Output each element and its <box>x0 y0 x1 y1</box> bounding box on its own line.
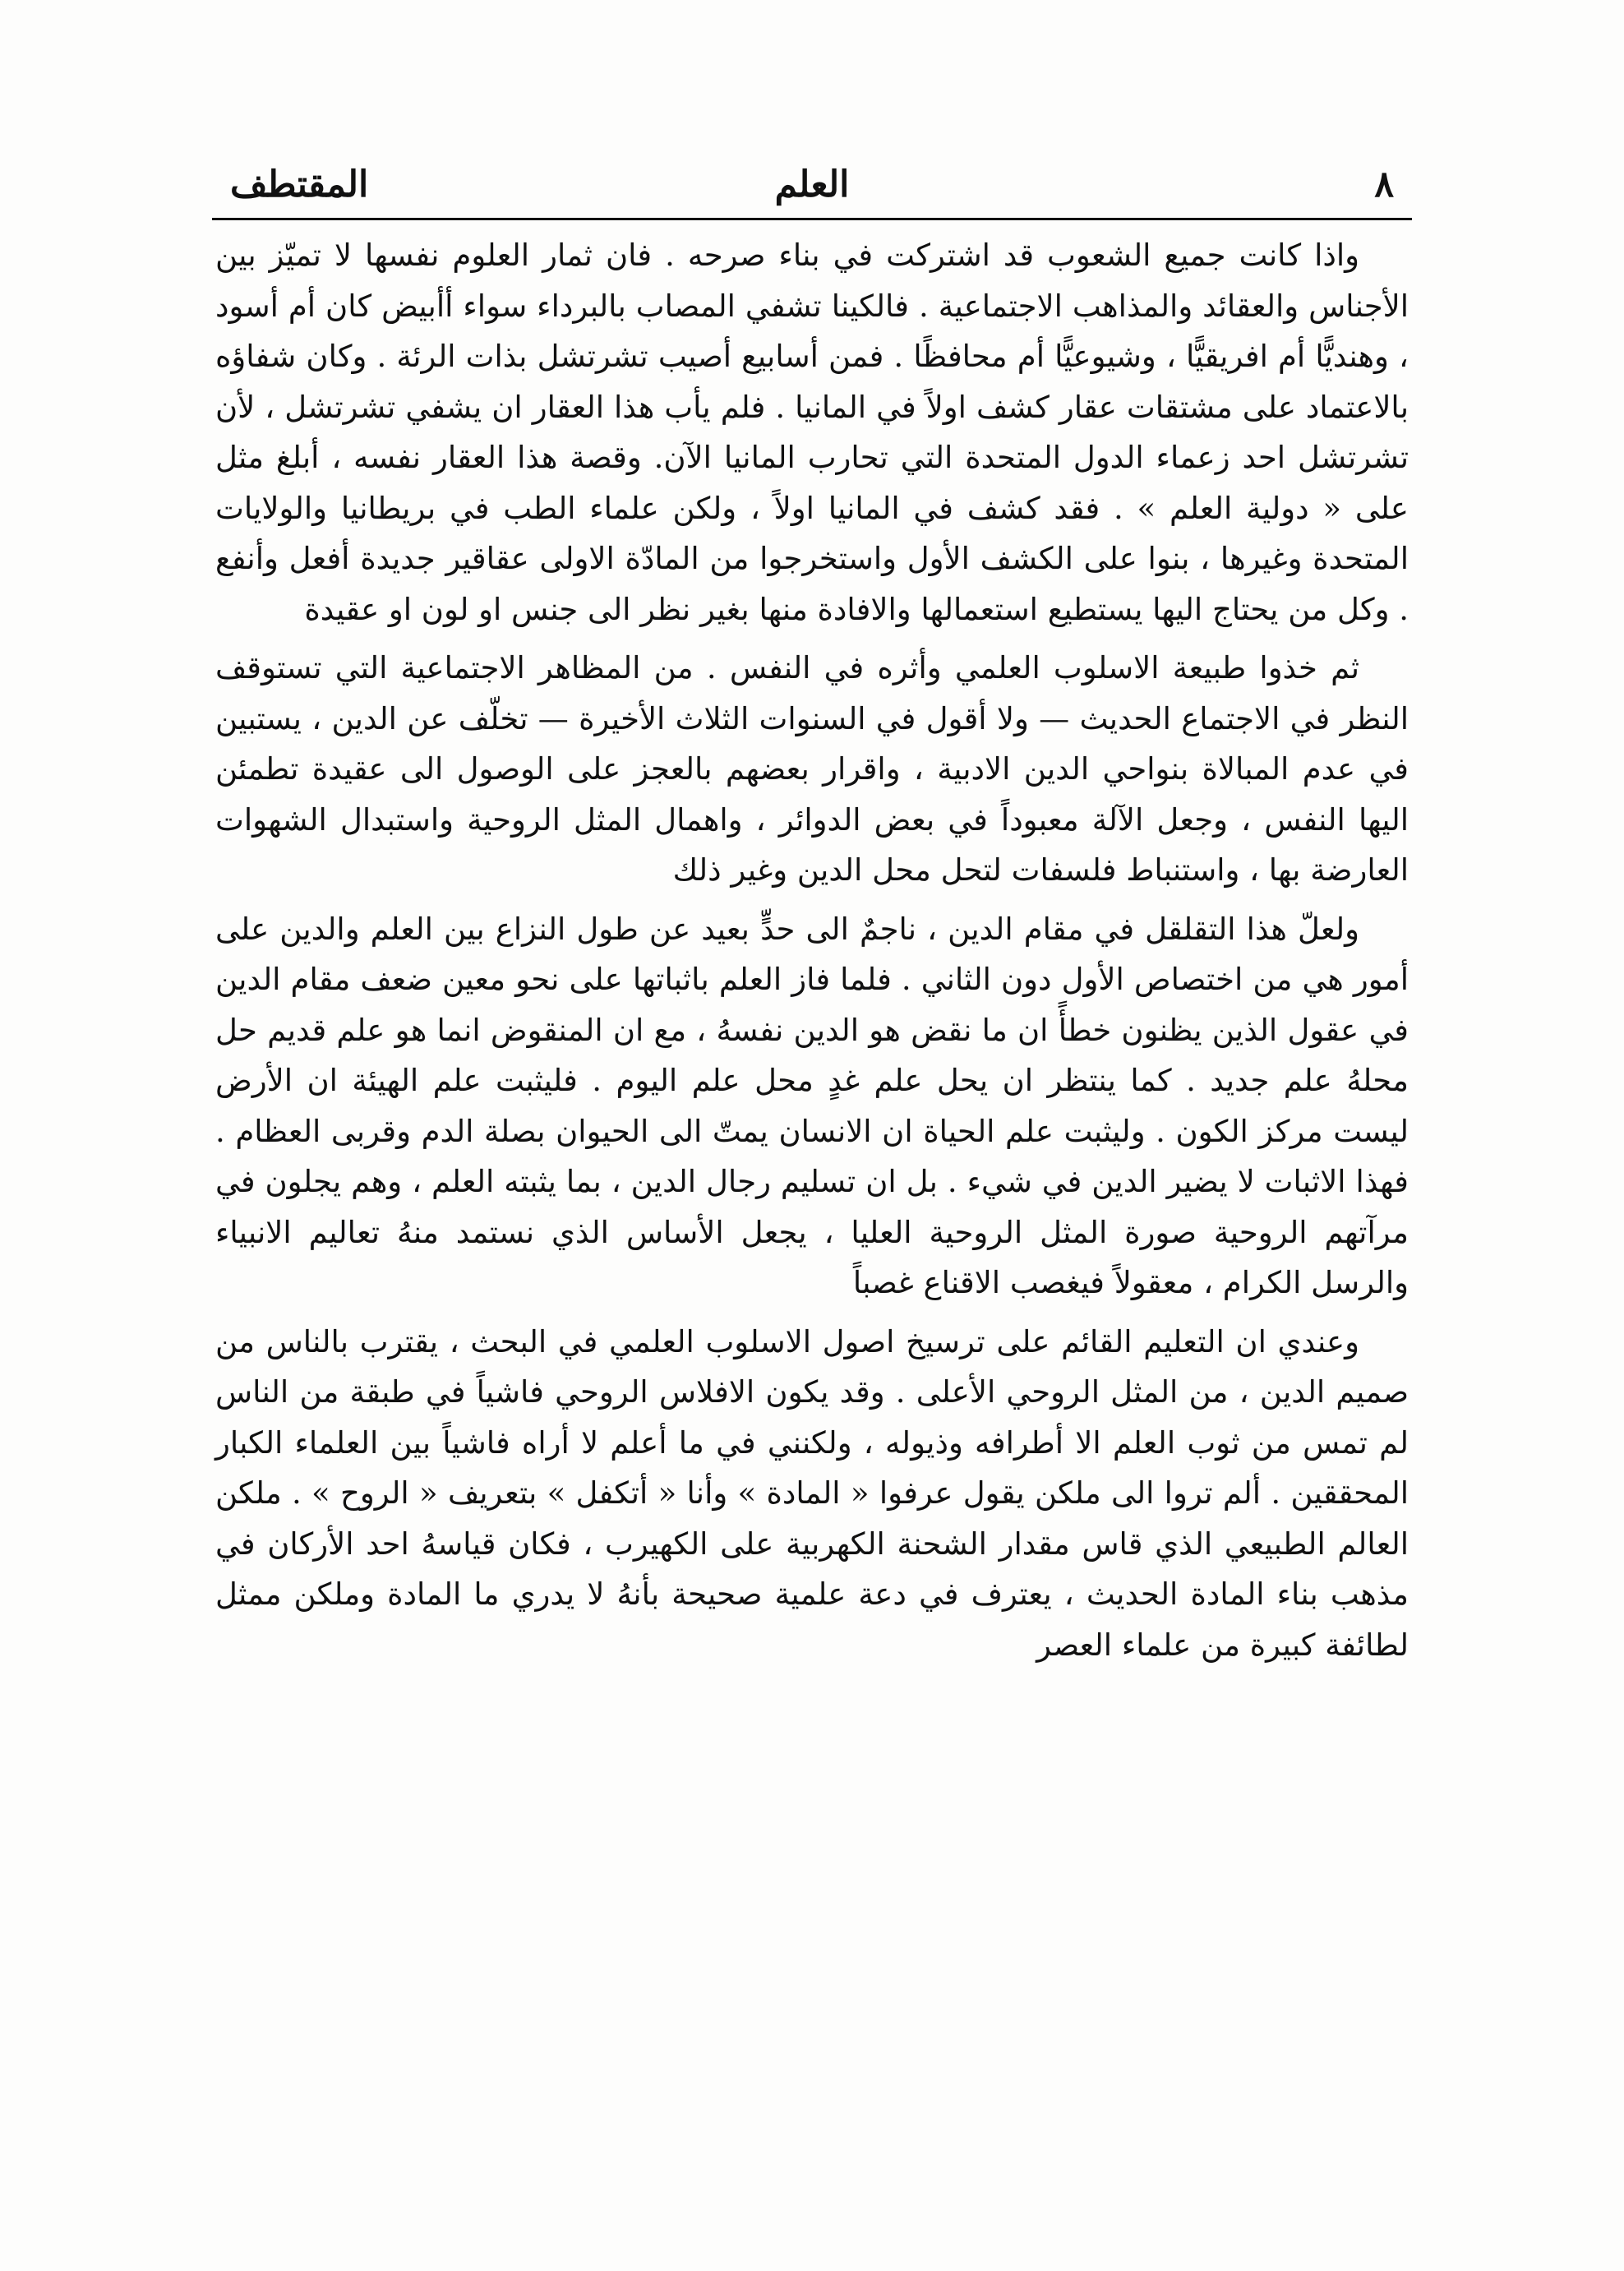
paragraph: وعندي ان التعليم القائم على ترسيخ اصول الاسلوب العلمي في البحث ، يقترب بالناس من صميم الدين ، من المثل الروحي الأعلى . وقد يكون الافلاس الروحي فاشياً في طبقة من الناس لم تمس من ثوب العلم الا أطرافه وذيوله ، ولكنني في ما أعلم لا أراه فاشياً بين العلماء الكبار المحققين . ألم تروا الى ملكن يقول عرفوا « المادة » وأنا « أتكفل » بتعريف « الروح » . ملكن العالم الطبيعي الذي قاس مقدار الشحنة الكهربية على الكهيرب ، فكان قياسهُ احد الأركان في مذهب بناء المادة الحديث ، يعترف في دعة علمية صحيحة بأنهُ لا يدري ما المادة وملكن ممثل لطائفة كبيرة من علماء العصر <box>215 1323 1409 1663</box>
paragraph: ولعلّ هذا التقلقل في مقام الدين ، ناجمٌ الى حدٍّ بعيد عن طول النزاع بين العلم والدين على أمور هي من اختصاص الأول دون الثاني . فلما فاز العلم باثباتها على نحو معين ضعف مقام الدين في عقول الذين يظنون خطأً ان ما نقض هو الدين نفسهُ ، مع ان المنقوض انما هو علم قديم حل محلهُ علم جديد . كما ينتظر ان يحل علم غدٍ محل علم اليوم . فليثبت علم الهيئة ان الأرض ليست مركز الكون . وليثبت علم الحياة ان الانسان يمتّ الى الحيوان بصلة الدم وقربى العظام . فهذا الاثبات لا يضير الدين في شيء . بل ان تسليم رجال الدين ، بما يثبته العلم ، وهم يجلون في مرآتهم الروحية صورة المثل الروحية العليا ، يجعل الأساس الذي نستمد منهُ تعاليم الانبياء والرسل الكرام ، معقولاً فيغصب الاقناع غصباً <box>215 911 1409 1300</box>
paragraph: ثم خذوا طبيعة الاسلوب العلمي وأثره في النفس . من المظاهر الاجتماعية التي تستوقف النظر في الاجتماع الحديث — ولا أقول في السنوات الثلاث الأخيرة — تخلّف عن الدين ، يستبين في عدم المبالاة بنواحي الدين الادبية ، واقرار بعضهم بالعجز على الوصول الى عقيدة تطمئن اليها النفس ، وجعل الآلة معبوداً في بعض الدوائر ، واهمال المثل الروحية واستبدال الشهوات العارضة بها ، واستنباط فلسفات لتحل محل الدين وغير ذلك <box>215 650 1409 888</box>
journal-name: المقتطف <box>230 164 369 205</box>
paragraph: واذا كانت جميع الشعوب قد اشتركت في بناء صرحه . فان ثمار العلوم نفسها لا تميّز بين الأجناس والعقائد والمذاهب الاجتماعية . فالكينا تشفي المصاب بالبرداء سواء أأبيض كان أم أسود ، وهنديًّا أم افريقيًّا ، وشيوعيًّا أم محافظًا . فمن أسابيع أصيب تشرتشل بذات الرئة . وكان شفاؤه بالاعتماد على مشتقات عقار كشف اولاً في المانيا . فلم يأب هذا العقار ان يشفي تشرتشل ، لأن تشرتشل احد زعماء الدول المتحدة التي تحارب المانيا الآن. وقصة هذا العقار نفسه ، أبلغ مثل على « دولية العلم » . فقد كشف في المانيا اولاً ، ولكن علماء الطب في بريطانيا والولايات المتحدة وغيرها ، بنوا على الكشف الأول واستخرجوا من المادّة الاولى عقاقير جديدة أفعل وأنفع . وكل من يحتاج اليها يستطيع استعمالها والافادة منها بغير نظر الى جنس او لون او عقيدة <box>215 238 1409 627</box>
header-divider <box>212 218 1412 220</box>
running-title: العلم <box>774 164 850 205</box>
article-body <box>215 230 1409 1670</box>
page-number: ٨ <box>1374 164 1394 205</box>
page-header <box>205 156 1419 214</box>
